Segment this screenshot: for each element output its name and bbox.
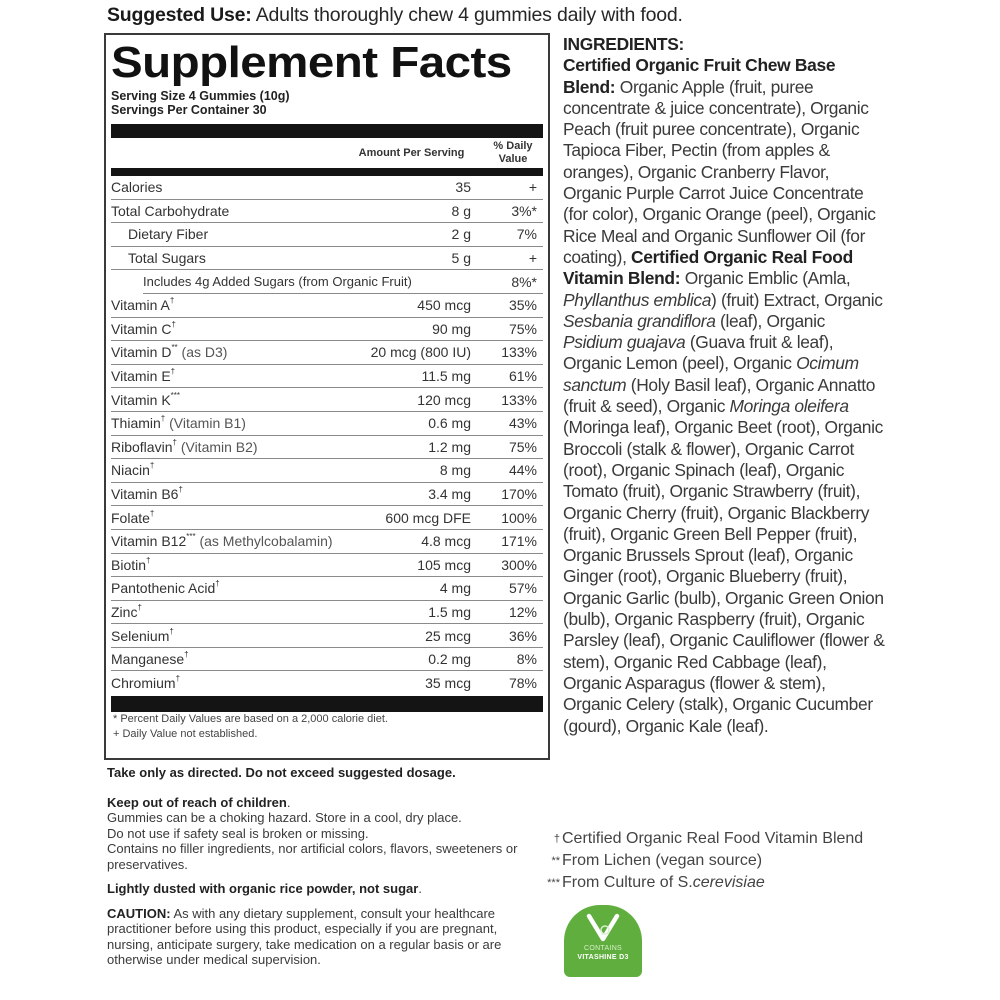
servings-per-container: Servings Per Container 30 — [111, 103, 267, 117]
nutrient-row: Biotin† 105 mcg 300% — [111, 554, 543, 578]
column-headers — [111, 138, 543, 168]
vitashine-d3-badge — [564, 905, 642, 977]
nutrient-row: Niacin† 8 mg 44% — [111, 459, 543, 483]
badge-line1: CONTAINS — [583, 945, 623, 952]
nutrient-row: Selenium† 25 mcg 36% — [111, 624, 543, 648]
supplement-facts-panel — [104, 33, 550, 760]
ingredients-body: Certified Organic Fruit Chew Base Blend: Organic Apple (fruit, puree concentrate & juice concentrate), Organic Peach (fruit puree concentrate), Organic Tapioca Fiber, Pectin (from apples & oranges), Organic Cranberry Flavor, Organic Purple Carrot Juice Concentrate (for color), Organic Orange (peel), Organic Rice Meal and Organic Sunflower Oil (for coating), Certified Organic Real Food Vitamin Blend: Organic Emblic (Amla, Phyllanthus emblica) (fruit) Extract, Organic Sesbania grandiflora (leaf), Organic Psidium guajava (Guava fruit & leaf), Organic Lemon (peel), Organic Ocimum sanctum (Holy Basil leaf), Organic Annatto (fruit & seed), Organic Moringa oleifera (Moringa leaf), Organic Beet (root), Organic Broccoli (stalk & flower), Organic Carrot (root), Organic Spinach (leaf), Organic Tomato (fruit), Organic Strawberry (fruit), Organic Cherry (fruit), Organic Blackberry (fruit), Organic Green Bell Pepper (fruit), Organic Brussels Sprout (leaf), Organic Ginger (root), Organic Blueberry (fruit), Organic Garlic (bulb), Organic Green Onion (bulb), Organic Raspberry (fruit), Organic Parsley (leaf), Organic Cauliflower (flower & stem), Organic Red Cabbage (leaf), Organic Asparagus (flower & stem), Organic Celery (stalk), Organic Cucumber (gourd), Organic Kale (leaf). — [563, 55, 885, 736]
nutrient-row: Zinc† 1.5 mg 12% — [111, 601, 543, 625]
divider-medium — [111, 168, 543, 176]
legend-item-dagger: † Certified Organic Real Food Vitamin Blend — [553, 830, 864, 847]
ingredients-list — [563, 34, 888, 737]
nutrient-row: Vitamin A† 450 mcg 35% — [111, 294, 543, 318]
badge-line2: VITASHINE D3 — [577, 954, 629, 961]
nutrient-row: Riboflavin† (Vitamin B2) 1.2 mg 75% — [111, 436, 543, 460]
children-warning: Keep out of reach of children. Gummies can be a choking hazard. Store in a cool, dry place. Do not use if safety seal is broken or missing. Contains no filler ingredients, nor artificial colors, flavors, sweeteners or preservatives. — [107, 794, 518, 872]
nutrient-row: Dietary Fiber 2 g 7% — [111, 223, 543, 247]
suggested-use-label: Suggested Use: — [107, 4, 252, 26]
nutrient-table — [111, 176, 543, 695]
legend-item-triple-star: *** From Culture of S. cerevisiae — [547, 874, 765, 891]
directed-warning: Take only as directed. Do not exceed suggested dosage. — [107, 765, 456, 780]
nutrient-row: Thiamin† (Vitamin B1) 0.6 mg 43% — [111, 412, 543, 436]
suggested-use — [107, 4, 683, 27]
warnings-section — [107, 765, 547, 977]
nutrient-row: Total Sugars 5 g + — [111, 247, 543, 271]
nutrient-row: Calories 35 + — [111, 176, 543, 200]
divider-thick-bottom — [111, 696, 543, 712]
nutrient-row: Vitamin B12*** (as Methylcobalamin) 4.8 mcg 171% — [111, 530, 543, 554]
nutrient-row: Folate† 600 mcg DFE 100% — [111, 506, 543, 530]
nutrient-row: Manganese† 0.2 mg 8% — [111, 648, 543, 672]
facts-title: Supplement Facts — [111, 38, 512, 87]
nutrient-row: Vitamin K*** 120 mcg 133% — [111, 388, 543, 412]
nutrient-row: Includes 4g Added Sugars (from Organic Fruit) 8%* — [143, 270, 543, 294]
col-head-dv: % Daily Value — [493, 140, 533, 165]
col-head-amount: Amount Per Serving — [358, 146, 465, 159]
nutrient-row: Vitamin D** (as D3) 20 mcg (800 IU) 133% — [111, 341, 543, 365]
caution-note: CAUTION: As with any dietary supplement, consult your healthcare practitioner before using this product, especially if you are pregnant, nursing, anticipate surgery, take medication on a regular basis or are otherwise under medical supervision. — [107, 905, 502, 967]
symbol-legend — [530, 828, 863, 894]
footnote-dv-not-established: + Daily Value not established. — [113, 728, 258, 741]
v-leaf-icon — [586, 913, 620, 943]
nutrient-row: Vitamin B6† 3.4 mg 170% — [111, 483, 543, 507]
legend-item-double-star: ** From Lichen (vegan source) — [551, 852, 763, 869]
suggested-use-text: Adults thoroughly chew 4 gummies daily with food. — [251, 4, 683, 26]
nutrient-row: Vitamin E† 11.5 mg 61% — [111, 365, 543, 389]
ingredients-heading: INGREDIENTS: — [563, 34, 685, 54]
footnote-percent-dv: * Percent Daily Values are based on a 2,000 calorie diet. — [113, 713, 388, 726]
dusted-note: Lightly dusted with organic rice powder, not sugar. — [107, 881, 422, 896]
serving-size: Serving Size 4 Gummies (10g) — [111, 89, 290, 103]
divider-thick — [111, 124, 543, 138]
nutrient-row: Chromium† 35 mcg 78% — [111, 674, 537, 692]
nutrient-row: Pantothenic Acid† 4 mg 57% — [111, 577, 543, 601]
nutrient-row: Total Carbohydrate 8 g 3%* — [111, 200, 543, 224]
nutrient-row: Vitamin C† 90 mg 75% — [111, 318, 543, 342]
